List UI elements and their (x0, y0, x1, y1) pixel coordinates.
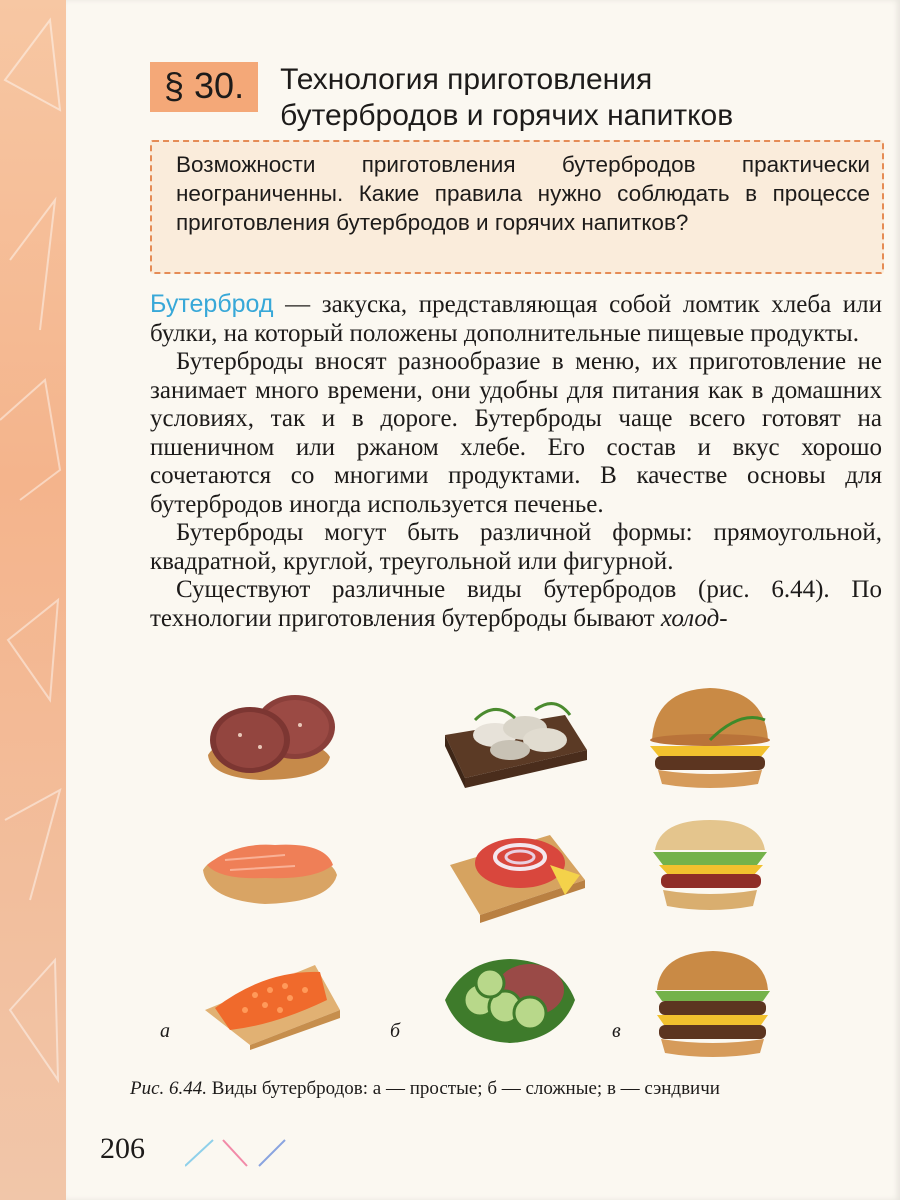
caption-prefix: Рис. 6.44. (130, 1078, 208, 1099)
margin-pattern-icon (0, 0, 66, 1200)
sandwich-sausage-icon (200, 685, 340, 785)
burger-double-icon (645, 945, 780, 1065)
paragraph-4-text: Существуют различные виды бутербродов (рис. 6.44). По технологии приготовления бутерброды бывают (150, 576, 882, 632)
question-text: Возможности приготовления бутербродов практически неограниченны. Какие правила нужно соблюдать в процессе приготовления бутербродов и горячих напитков? (176, 152, 870, 235)
sandwich-herring-icon (435, 680, 595, 790)
page-number: 206 (100, 1132, 145, 1165)
section-title-line2: бутербродов и горячих напитков (280, 99, 734, 132)
body-text (150, 290, 882, 633)
definition-paragraph (150, 290, 882, 348)
section-title-line1: Технология приготовления (280, 63, 653, 96)
decorative-lines-icon (185, 1138, 295, 1168)
sandwich-lettuce-cheese-icon (645, 810, 775, 920)
sandwich-cucumber-sausage-icon (435, 945, 585, 1055)
sandwich-salmon-icon (195, 820, 345, 910)
section-title (280, 62, 733, 134)
paragraph-4 (150, 576, 882, 633)
term-sandwich: Бутерброд (150, 290, 274, 318)
figure-sandwiches (150, 680, 880, 1060)
page-margin-strip (0, 0, 66, 1200)
section-header (150, 62, 733, 134)
paragraph-2: Бутерброды вносят разнообразие в меню, их приготовление не занимает много времени, они удобны для питания как в домашних условиях, так и в дороге. Бутерброды чаще всего готовят на пшеничном или ржаном хлебе. Его состав и вкус хорошо сочетаются со многими продуктами. В качестве основы для бутербродов иногда используется печенье. (150, 348, 882, 518)
figure-caption (130, 1078, 890, 1100)
caption-text: Виды бутербродов: а — простые; б — сложные; в — сэндвичи (207, 1078, 720, 1099)
figure-label-b: б (390, 1020, 401, 1042)
section-number: § 30. (150, 62, 258, 112)
burger-cheese-icon (640, 680, 780, 800)
sandwich-tomato-onion-icon (440, 805, 590, 925)
sandwich-caviar-icon (195, 950, 345, 1050)
figure-label-a: а (160, 1020, 170, 1042)
paragraph-3: Бутерброды могут быть различной формы: прямоугольной, квадратной, круглой, треугольной или фигурной. (150, 519, 882, 575)
question-box (150, 140, 884, 274)
definition-text: — закуска, представляющая собой ломтик хлеба или булки, на который положены дополнительные пищевые продукты. (150, 291, 882, 347)
paragraph-4-italic: холод- (660, 604, 728, 632)
figure-label-c: в (612, 1020, 621, 1042)
